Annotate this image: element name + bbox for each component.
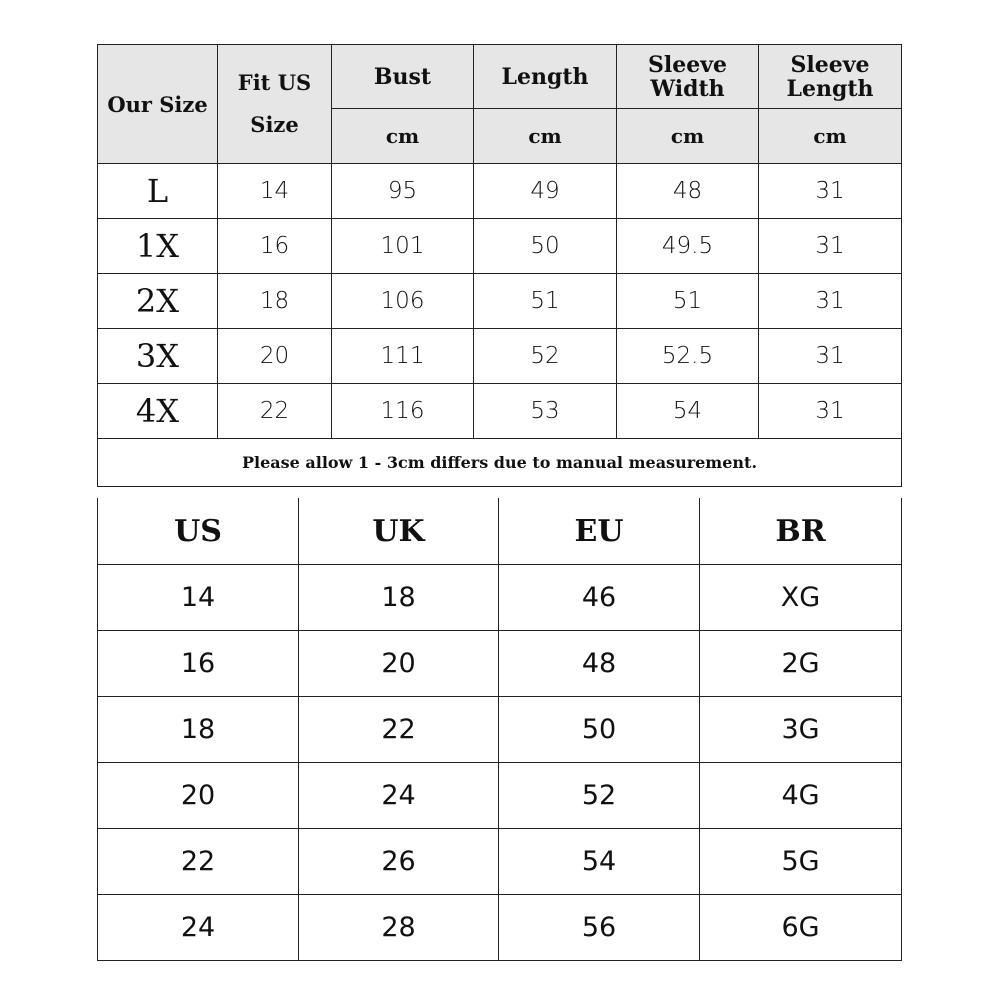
cell-uk: 22 (299, 697, 499, 763)
header-sleeve-width-line2: Width (650, 75, 725, 102)
cell-eu: 48 (499, 631, 700, 697)
unit-sleeve-width: cm (617, 109, 759, 164)
header-length: Length (474, 45, 617, 109)
measurement-note: Please allow 1 - 3cm differs due to manual measurement. (98, 439, 902, 487)
header-uk: UK (299, 498, 499, 565)
cell-us: 20 (98, 763, 299, 829)
cell-uk: 20 (299, 631, 499, 697)
header-sleeve-width-line1: Sleeve (647, 51, 728, 78)
table-row (98, 697, 902, 763)
cell-length: 52 (474, 329, 617, 384)
cell-us: 24 (98, 895, 299, 961)
table-row (98, 274, 902, 329)
cell-sleeve-width: 52.5 (617, 329, 759, 384)
cell-br: 5G (700, 829, 902, 895)
header-sleeve-length (759, 45, 902, 109)
cell-size: 3X (98, 329, 218, 384)
header-bust: Bust (332, 45, 474, 109)
cell-sleeve-width: 51 (617, 274, 759, 329)
cell-eu: 54 (499, 829, 700, 895)
cell-fit-us: 18 (218, 274, 332, 329)
cell-sleeve-length: 31 (759, 329, 902, 384)
cell-size: 1X (98, 219, 218, 274)
cell-size: 2X (98, 274, 218, 329)
cell-length: 49 (474, 164, 617, 219)
cell-sleeve-length: 31 (759, 219, 902, 274)
header-our-size: Our Size (98, 45, 218, 164)
cell-length: 51 (474, 274, 617, 329)
header-br: BR (700, 498, 902, 565)
table-row (98, 329, 902, 384)
cell-us: 16 (98, 631, 299, 697)
cell-uk: 18 (299, 565, 499, 631)
cell-eu: 52 (499, 763, 700, 829)
cell-us: 14 (98, 565, 299, 631)
cell-bust: 116 (332, 384, 474, 439)
cell-eu: 56 (499, 895, 700, 961)
cell-sleeve-length: 31 (759, 164, 902, 219)
cell-uk: 26 (299, 829, 499, 895)
header-fit-us-line1: Fit US (237, 70, 312, 95)
size-measurement-table (97, 44, 902, 487)
cell-sleeve-length: 31 (759, 384, 902, 439)
unit-length: cm (474, 109, 617, 164)
unit-bust: cm (332, 109, 474, 164)
table-row (98, 384, 902, 439)
cell-us: 18 (98, 697, 299, 763)
cell-br: 6G (700, 895, 902, 961)
cell-fit-us: 20 (218, 329, 332, 384)
cell-br: 3G (700, 697, 902, 763)
cell-fit-us: 22 (218, 384, 332, 439)
cell-fit-us: 14 (218, 164, 332, 219)
cell-size: L (98, 164, 218, 219)
size-conversion-table (97, 498, 902, 961)
table-row (98, 763, 902, 829)
table-row (98, 565, 902, 631)
cell-br: 2G (700, 631, 902, 697)
table-row (98, 895, 902, 961)
cell-eu: 50 (499, 697, 700, 763)
unit-sleeve-length: cm (759, 109, 902, 164)
cell-fit-us: 16 (218, 219, 332, 274)
cell-sleeve-length: 31 (759, 274, 902, 329)
table-row (98, 219, 902, 274)
cell-sleeve-width: 49.5 (617, 219, 759, 274)
cell-sleeve-width: 48 (617, 164, 759, 219)
table-row (98, 829, 902, 895)
cell-length: 50 (474, 219, 617, 274)
table-row (98, 164, 902, 219)
cell-bust: 111 (332, 329, 474, 384)
header-sleeve-length-line2: Length (786, 75, 874, 102)
cell-uk: 28 (299, 895, 499, 961)
cell-us: 22 (98, 829, 299, 895)
header-eu: EU (499, 498, 700, 565)
cell-length: 53 (474, 384, 617, 439)
header-fit-us-line2: Size (250, 112, 299, 137)
header-sleeve-width (617, 45, 759, 109)
cell-br: 4G (700, 763, 902, 829)
cell-bust: 106 (332, 274, 474, 329)
cell-size: 4X (98, 384, 218, 439)
cell-bust: 101 (332, 219, 474, 274)
header-fit-us-size (218, 45, 332, 164)
table-row (98, 631, 902, 697)
cell-bust: 95 (332, 164, 474, 219)
cell-eu: 46 (499, 565, 700, 631)
header-sleeve-length-line1: Sleeve (790, 51, 870, 78)
cell-uk: 24 (299, 763, 499, 829)
cell-br: XG (700, 565, 902, 631)
cell-sleeve-width: 54 (617, 384, 759, 439)
header-us: US (98, 498, 299, 565)
